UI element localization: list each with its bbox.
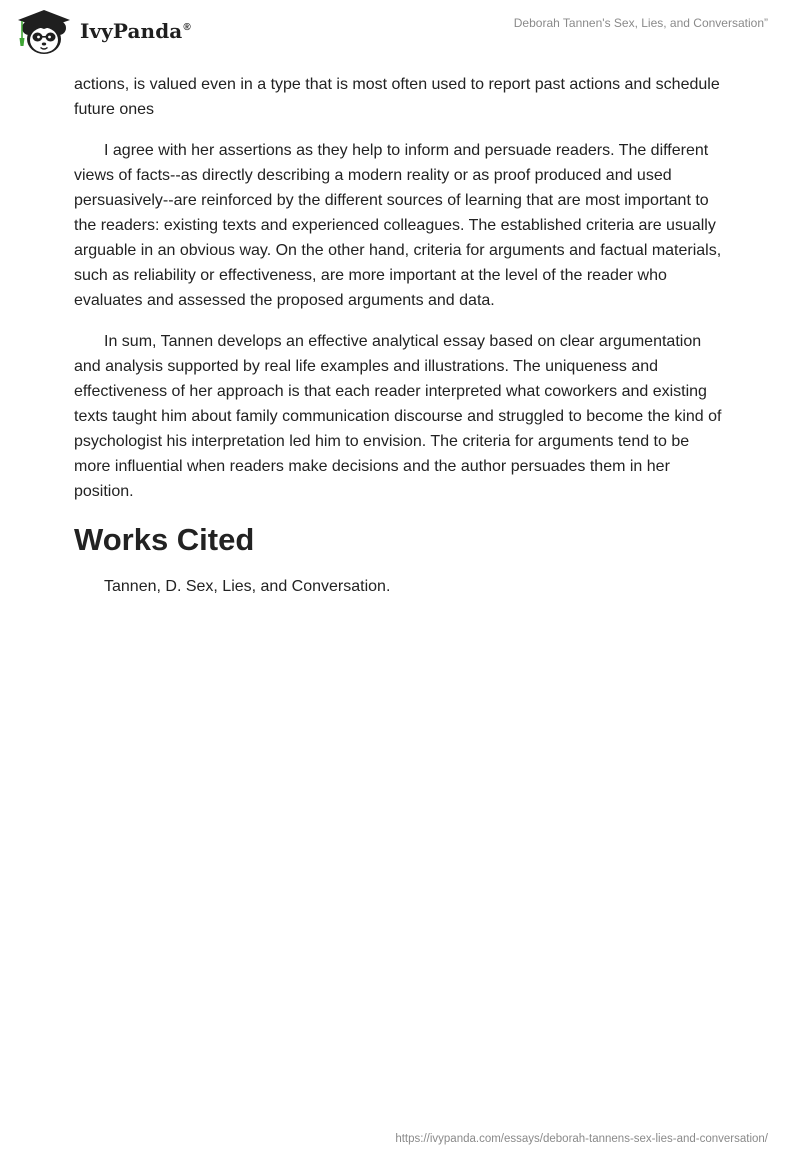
page-header (0, 0, 800, 64)
brand-name: IvyPanda (80, 19, 183, 43)
paragraph: In sum, Tannen develops an effective analytical essay based on clear argumentation and analysis supported by real life examples and illustrations. The uniqueness and effectiveness of her approach is that each reader interpreted what coworkers and existing texts taught him about family communication discourse and struggled to become the kind of psychologist his interpretation led him to envision. The criteria for arguments tend to be more influential when readers make decisions and the author persuades them in her position. (74, 333, 722, 500)
citation-entry: Tannen, D. Sex, Lies, and Conversation. (104, 578, 391, 595)
registered-mark: ® (183, 22, 191, 34)
ivypanda-logo[interactable] (14, 8, 191, 56)
running-title: Deborah Tannen's Sex, Lies, and Conversation” (513, 16, 768, 30)
paragraph-continuation: actions, is valued even in a type that is most often used to report past actions and schedule future ones (74, 76, 720, 118)
paragraph: I agree with her assertions as they help to inform and persuade readers. The different views of facts--as directly describing a modern reality or as proof produced and used persuasively--are reinforced by the different sources of learning that are most important to the readers: existing texts and experienced colleagues. The established criteria are usually arguable in an obvious way. On the other hand, criteria for arguments and factual materials, such as reliability or effectiveness, are more important at the level of the reader who evaluates and assessed the proposed arguments and data. (74, 142, 722, 309)
essay-content (74, 72, 730, 615)
panda-graduation-cap-icon (14, 8, 74, 56)
works-cited-heading: Works Cited (74, 522, 255, 557)
source-url[interactable]: https://ivypanda.com/essays/deborah-tannens-sex-lies-and-conversation/ (395, 1133, 768, 1145)
